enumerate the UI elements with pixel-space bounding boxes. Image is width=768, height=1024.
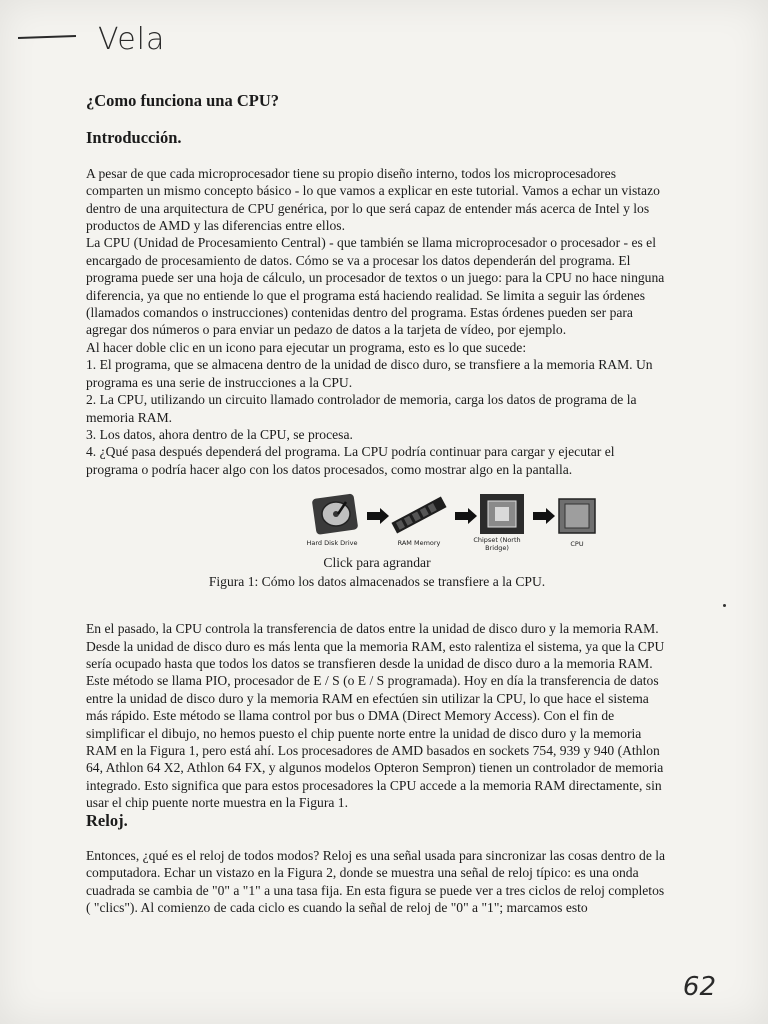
clock-heading: Reloj. [86, 810, 128, 830]
handwritten-dash [18, 35, 76, 39]
chipset-icon [478, 492, 526, 536]
ram-memory-icon [389, 496, 449, 534]
hard-disk-icon [312, 492, 360, 536]
clock-paragraph: Entonces, ¿qué es el reloj de todos modos? Reloj es una señal usada para sincronizar las cosas dentro de la computadora. Echar un vistazo en la Figura 2, donde se muestra una señal de reloj típico: es una onda cuadrada se cambia de "0" a "1" a una tasa fija. En esta figura se puede ver a tres ciclos de reloj completos ( "clics"). Al comienzo de cada ciclo es cuando la señal de reloj de "0" a "1"; marcamos esto [86, 848, 666, 916]
step-item: 4. ¿Qué pasa después dependerá del programa. La CPU podría continuar para cargar y ejecutar el programa o podría hacer algo con los datos procesados, como mostrar algo en la pantalla. [86, 444, 615, 477]
figure-label-ram: RAM Memory [397, 539, 441, 548]
intro-section [86, 165, 668, 478]
intro-paragraph: Al hacer doble clic en un icono para ejecutar un programa, esto es lo que sucede: [86, 339, 527, 355]
figure-label-chipset: Chipset (North Bridge) [473, 536, 521, 553]
figure-caption: Figura 1: Cómo los datos almacenados se transfiere a la CPU. [208, 574, 546, 590]
page-title: ¿Como funciona una CPU? [86, 91, 279, 110]
cpu-icon [556, 496, 598, 536]
step-item: 2. La CPU, utilizando un circuito llamado controlador de memoria, carga los datos de programa de la memoria RAM. [86, 392, 637, 425]
arrow-icon [455, 512, 469, 520]
step-item: 3. Los datos, ahora dentro de la CPU, se procesa. [86, 426, 353, 442]
handwritten-name: Vela [98, 22, 166, 57]
handwritten-page-number: 62 [682, 972, 716, 1002]
arrow-icon [367, 512, 381, 520]
figure-label-hdd: Hard Disk Drive [306, 539, 358, 548]
document-body [86, 92, 668, 917]
body-paragraph: En el pasado, la CPU controla la transferencia de datos entre la unidad de disco duro y la memoria RAM. Desde la unidad de disco duro es más lenta que la memoria RAM, esto ralentiza el sistema, ya que la CPU sería ocupado hasta que todos los datos se transfieren desde la unidad de disco duro a la memoria RAM. Este método se llama PIO, procesador de E / S (o E / S programada). Hoy en día la transferencia de datos entre la unidad de disco duro y la memoria RAM en efectúen sin utilizar la CPU, lo que hace el sistema más rápido. Este método se llama control por bus o DMA (Direct Memory Access). Con el fin de simplificar el dibujo, no hemos puesto el chip puente norte entre la unidad de disco duro y la memoria RAM en la Figura 1, pero está ahí. Los procesadores de AMD basados en sockets 754, 939 y 940 (Athlon 64, Athlon 64 X2, Athlon 64 FX, y algunos modelos Opteron Sempron) tienen un controlador de memoria integrado. Esto significa que para estos procesadores la CPU accede a la memoria RAM directamente, sin usar el chip puente norte muestra en la Figura 1. [86, 621, 665, 811]
stray-mark [723, 604, 726, 607]
figure-1 [86, 492, 668, 602]
step-item: 1. El programa, que se almacena dentro de la unidad de disco duro, se transfiere a la memoria RAM. Un programa es una serie de instrucciones a la CPU. [86, 357, 653, 390]
arrow-icon [533, 512, 547, 520]
intro-paragraph: La CPU (Unidad de Procesamiento Central) - que también se llama microprocesador o procesador - es el encargado de procesamiento de datos. Cómo se va a procesar los datos dependerán del programa. El programa puede ser una hoja de cálculo, un procesador de textos o un juego: para la CPU no hace ninguna diferencia, ya que no entiende lo que el programa está haciendo realidad. Se limita a seguir las órdenes (llamados comandos o instrucciones) contenidas dentro del programa. Estas órdenes pueden ser para agregar dos números o para enviar un pedazo de datos a la tarjeta de vídeo, por ejemplo. [86, 235, 665, 338]
enlarge-link[interactable]: Click para agrandar [323, 555, 431, 571]
figure-label-cpu: CPU [570, 540, 584, 549]
intro-paragraph: A pesar de que cada microprocesador tiene su propio diseño interno, todos los microprocesadores comparten un mismo concepto básico - lo que vamos a explicar en este tutorial. Vamos a echar un vistazo dentro de una arquitectura de CPU genérica, por lo que será capaz de entender más acerca de Intel y los productos de AMD y las diferencias entre ellos. [86, 165, 660, 234]
intro-heading: Introducción. [86, 128, 182, 148]
